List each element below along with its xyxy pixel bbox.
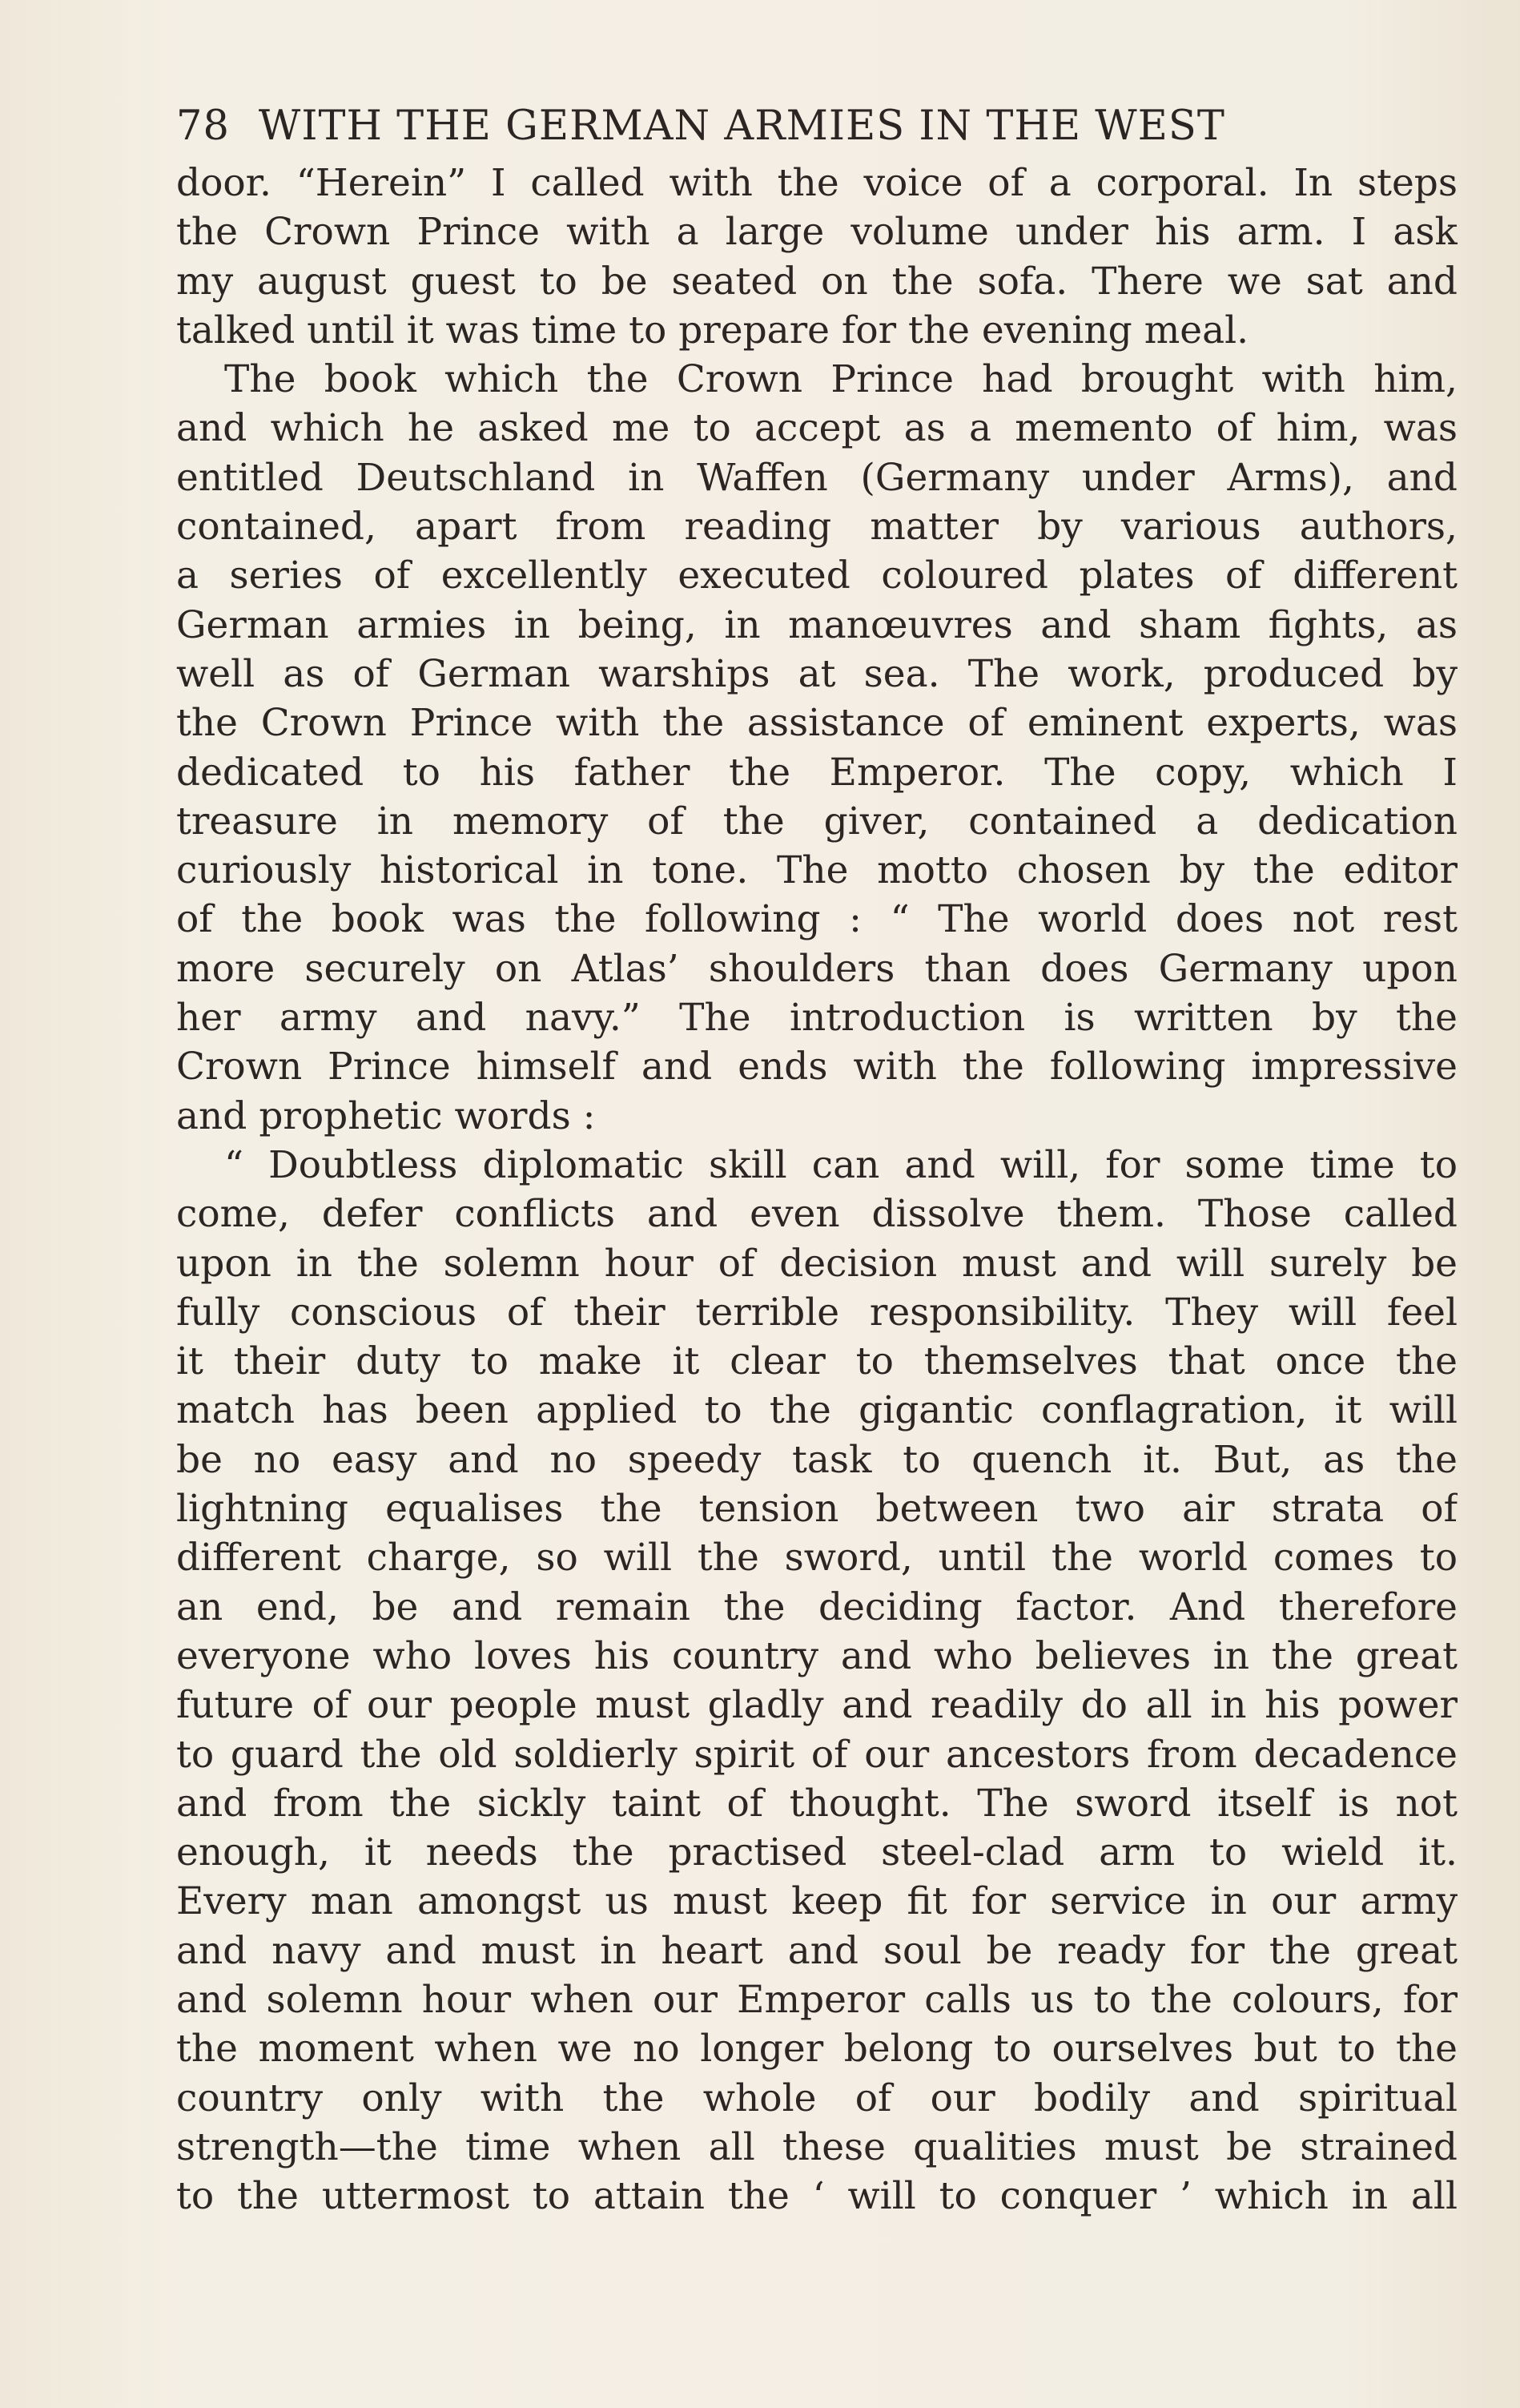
page-text-block bbox=[176, 95, 1458, 2221]
quote-line: it their duty to make it clear to themselves that once the bbox=[176, 1339, 1458, 1384]
text-line: entitled Deutschland in Waffen (Germany under Arms), and bbox=[176, 455, 1458, 500]
text-line: door. “Herein” I called with the voice of a corporal. In steps bbox=[176, 161, 1458, 205]
quote-line: lightning equalises the tension between two air strata of bbox=[176, 1487, 1458, 1532]
text-line: of the book was the following : “ The world does not rest bbox=[176, 897, 1458, 942]
running-head: WITH THE GERMAN ARMIES IN THE WEST bbox=[258, 103, 1225, 150]
text-line: dedicated to his father the Emperor. The copy, which I bbox=[176, 750, 1458, 795]
quote-line: fully conscious of their terrible responsibility. They will feel bbox=[176, 1290, 1458, 1335]
quote-line: upon in the solemn hour of decision must and will surely be bbox=[176, 1241, 1458, 1286]
quote-line: “ Doubtless diplomatic skill can and will, for some time to bbox=[224, 1142, 1458, 1187]
text-line: more securely on Atlas’ shoulders than does Germany upon bbox=[176, 946, 1458, 991]
text-line: treasure in memory of the giver, contained a dedication bbox=[176, 799, 1458, 844]
text-line: German armies in being, in manœuvres and sham fights, as bbox=[176, 602, 1458, 647]
quote-line: and solemn hour when our Emperor calls us to the colours, for bbox=[176, 1977, 1458, 2022]
text-line: the Crown Prince with the assistance of eminent experts, was bbox=[176, 701, 1458, 746]
quote-line: Every man amongst us must keep fit for service in our army bbox=[176, 1879, 1458, 1924]
quote-line: the moment when we no longer belong to ourselves but to the bbox=[176, 2027, 1458, 2072]
text-line: talked until it was time to prepare for the evening meal. bbox=[176, 308, 1249, 352]
quote-line: come, defer conflicts and even dissolve them. Those called bbox=[176, 1192, 1458, 1237]
quote-line: match has been applied to the gigantic conflagration, it will bbox=[176, 1388, 1458, 1433]
body-text bbox=[176, 159, 1458, 2221]
page-number: 78 bbox=[176, 103, 230, 150]
text-line: contained, apart from reading matter by various authors, bbox=[176, 505, 1458, 550]
quote-line: different charge, so will the sword, until the world comes to bbox=[176, 1536, 1458, 1581]
quote-line: to guard the old soldierly spirit of our ancestors from decadence bbox=[176, 1732, 1458, 1777]
text-line: my august guest to be seated on the sofa. There we sat and bbox=[176, 259, 1458, 304]
page-header bbox=[176, 95, 1458, 159]
quote-line: everyone who loves his country and who believes in the great bbox=[176, 1633, 1458, 1678]
text-line: and prophetic words : bbox=[176, 1093, 596, 1138]
text-line: Crown Prince himself and ends with the following impressive bbox=[176, 1045, 1458, 1089]
text-line: and which he asked me to accept as a memento of him, was bbox=[176, 406, 1458, 451]
text-line: The book which the Crown Prince had brought with him, bbox=[224, 357, 1458, 402]
quote-line: enough, it needs the practised steel-clad arm to wield it. bbox=[176, 1830, 1458, 1875]
quote-line: and navy and must in heart and soul be ready for the great bbox=[176, 1928, 1458, 1973]
quote-line: be no easy and no speedy task to quench it. But, as the bbox=[176, 1437, 1458, 1482]
quote-line: country only with the whole of our bodily and spiritual bbox=[176, 2076, 1458, 2120]
quote-line: and from the sickly taint of thought. The sword itself is not bbox=[176, 1781, 1458, 1826]
quote-line: to the uttermost to attain the ‘ will to conquer ’ which in all bbox=[176, 2174, 1458, 2219]
text-line: the Crown Prince with a large volume under his arm. I ask bbox=[176, 210, 1458, 255]
text-line: her army and navy.” The introduction is written by the bbox=[176, 996, 1458, 1041]
text-line: a series of excellently executed coloured plates of different bbox=[176, 554, 1458, 598]
quote-line: an end, be and remain the deciding factor. And therefore bbox=[176, 1585, 1458, 1629]
quote-line: future of our people must gladly and readily do all in his power bbox=[176, 1683, 1458, 1728]
quote-line: strength—the time when all these qualities must be strained bbox=[176, 2124, 1458, 2169]
text-line: curiously historical in tone. The motto chosen by the editor bbox=[176, 848, 1458, 893]
text-line: well as of German warships at sea. The work, produced by bbox=[176, 651, 1458, 696]
